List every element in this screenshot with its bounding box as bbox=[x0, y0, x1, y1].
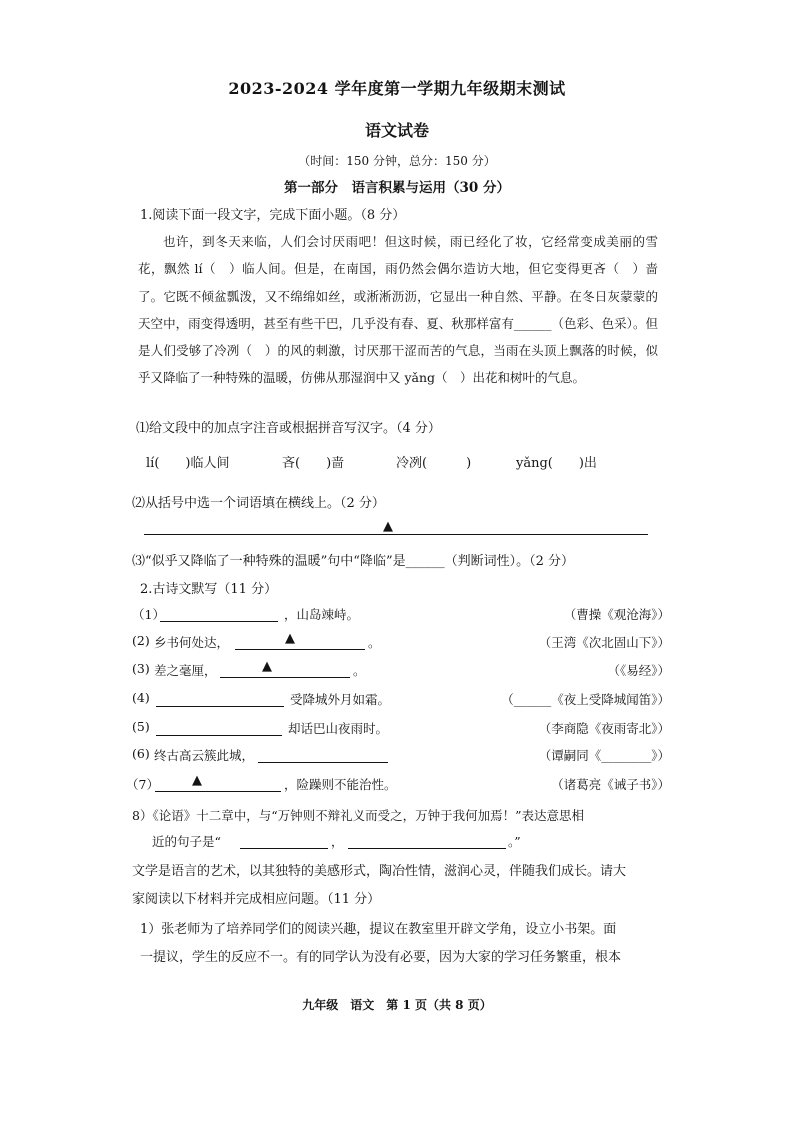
q2-line-2-before: 乡书何处达， bbox=[154, 635, 230, 650]
q1-sub2-prompt: ⑵从括号中选一个词语填在横线上。（2 分） bbox=[132, 496, 385, 511]
q3-line-d: 一提议，学生的反应不一。有的同学认为没有必要，因为大家的学习任务繁重，根本 bbox=[140, 950, 622, 965]
q2-line-3-before: 差之毫厘， bbox=[154, 663, 217, 678]
q2-prompt: 2.古诗文默写（11 分） bbox=[140, 582, 278, 597]
q2-line-6-source: （谭嗣同《________》） bbox=[538, 748, 670, 763]
time-info: （时间：150 分钟，总分：150 分） bbox=[298, 154, 496, 168]
q2-line-4-source: （______《夜上受降城闻笛》） bbox=[501, 692, 670, 707]
q2-line-8-blank-1 bbox=[240, 848, 328, 849]
q3-line-c: 1）张老师为了培养同学们的阅读兴趣，提议在教室里开辟文学角，设立小书架。面 bbox=[140, 922, 617, 937]
q2-line-7-text: ，险躁则不能治性。 bbox=[284, 777, 397, 792]
q3-line-b: 家阅读以下材料并完成相应问题。（11 分） bbox=[132, 892, 381, 907]
q2-line-5-text: 却话巴山夜雨时。 bbox=[288, 721, 389, 736]
answer-marker-icon: ▲ bbox=[192, 773, 202, 788]
q2-line-4-num: (4) bbox=[132, 690, 150, 705]
exam-subtitle: 语文试卷 bbox=[364, 121, 429, 140]
q2-line-6-before: 终古高云簇此城， bbox=[154, 748, 255, 763]
q2-line-3-blank bbox=[220, 677, 350, 678]
q1-sub1-prompt: ⑴给文段中的加点字注音或根据拼音写汉字。（4 分） bbox=[136, 421, 441, 436]
q2-line-2-after: 。 bbox=[368, 635, 381, 650]
q2-line-2-source: （王湾《次北固山下》） bbox=[538, 635, 670, 650]
q1-sub1-item-2: 吝( )啬 bbox=[282, 456, 345, 471]
q1-passage: 也许，到冬天来临，人们会讨厌雨吧！但这时候，雨已经化了妆，它经常变成美丽的雪花，飘然 lí（ ）临人间。但是，在南国，雨仍然会偶尔造访大地，但它变得更吝（ ）啬了。它既不倾盆瓢泼，又不绵绵如丝，或淅淅沥沥，它显出一种自然、平静。在冬日灰蒙蒙的天空中，雨变得透明，甚至有些干巴，几乎没有春、夏、秋那样富有______（色彩、色采）。但是人们受够了冷冽（ ）的风的刺激，讨厌那干涩而苦的气息，当雨在头顶上飘落的时候，似乎又降临了一种特殊的温暖，仿佛从那湿润中又 yǎng（ ）出花和树叶的气息。 bbox=[138, 234, 658, 386]
q2-line-1-blank bbox=[160, 621, 278, 622]
q1-sub1-item-3: 冷冽( ) bbox=[396, 456, 472, 471]
q2-line-5-blank bbox=[156, 735, 282, 736]
q2-line-8-comma: ， bbox=[331, 834, 344, 849]
q2-line-3-after: 。 bbox=[353, 663, 366, 678]
q2-line-5-source: （李商隐《夜雨寄北》） bbox=[538, 721, 670, 736]
q2-line-7-num: （7） bbox=[126, 777, 159, 792]
q2-line-7-source: （诸葛亮《诫子书》） bbox=[551, 777, 670, 792]
q2-line-4-blank bbox=[156, 706, 284, 707]
q3-line-a: 文学是语言的艺术，以其独特的美感形式，陶冶性情，滋润心灵，伴随我们成长。请大 bbox=[132, 864, 627, 879]
q1-sub1-item-1: lí( )临人间 bbox=[146, 456, 230, 471]
answer-marker-icon: ▲ bbox=[285, 631, 295, 646]
q2-line-6-num: (6) bbox=[132, 746, 150, 761]
q2-line-1-text: ，山岛竦峙。 bbox=[284, 607, 360, 622]
q2-line-4-text: 受降城外月如霜。 bbox=[290, 692, 391, 707]
q2-line-1-num: （1） bbox=[132, 607, 165, 622]
q2-line-3-source: （《易经》） bbox=[607, 663, 670, 678]
answer-marker-icon: ▲ bbox=[262, 659, 272, 674]
q2-line-8-blank-2 bbox=[348, 848, 506, 849]
page-footer: 九年级 语文 第 1 页（共 8 页） bbox=[302, 998, 492, 1012]
q2-line-2-num: (2) bbox=[132, 633, 150, 648]
q2-line-2-blank bbox=[235, 649, 365, 650]
part-heading: 第一部分 语言积累与运用（30 分） bbox=[284, 180, 510, 196]
q2-line-8a: 8）《论语》十二章中，与“万钟则不辩礼义而受之，万钟于我何加焉！”表达意思相 bbox=[132, 808, 584, 823]
q2-line-7-blank bbox=[155, 791, 281, 792]
q2-line-5-num: (5) bbox=[132, 719, 150, 734]
answer-marker-icon: ▲ bbox=[383, 519, 393, 534]
q2-line-8b-pre: 近的句子是“ bbox=[152, 834, 221, 849]
q2-line-3-num: (3) bbox=[132, 661, 150, 676]
q2-line-6-blank bbox=[258, 762, 388, 763]
q1-prompt: 1.阅读下面一段文字，完成下面小题。（8 分） bbox=[140, 208, 406, 223]
q2-line-1-source: （曹操《观沧海》） bbox=[563, 607, 670, 622]
q1-sub1-item-4: yǎng( )出 bbox=[516, 456, 597, 471]
q1-sub3-prompt: ⑶“似乎又降临了一种特殊的温暖”句中“降临”是______（判断词性）。（2 分） bbox=[132, 554, 574, 569]
q2-line-8b-post: 。” bbox=[508, 834, 521, 849]
q1-sub2-answer-line bbox=[144, 534, 648, 535]
exam-title: 2023-2024 学年度第一学期九年级期末测试 bbox=[228, 79, 566, 98]
